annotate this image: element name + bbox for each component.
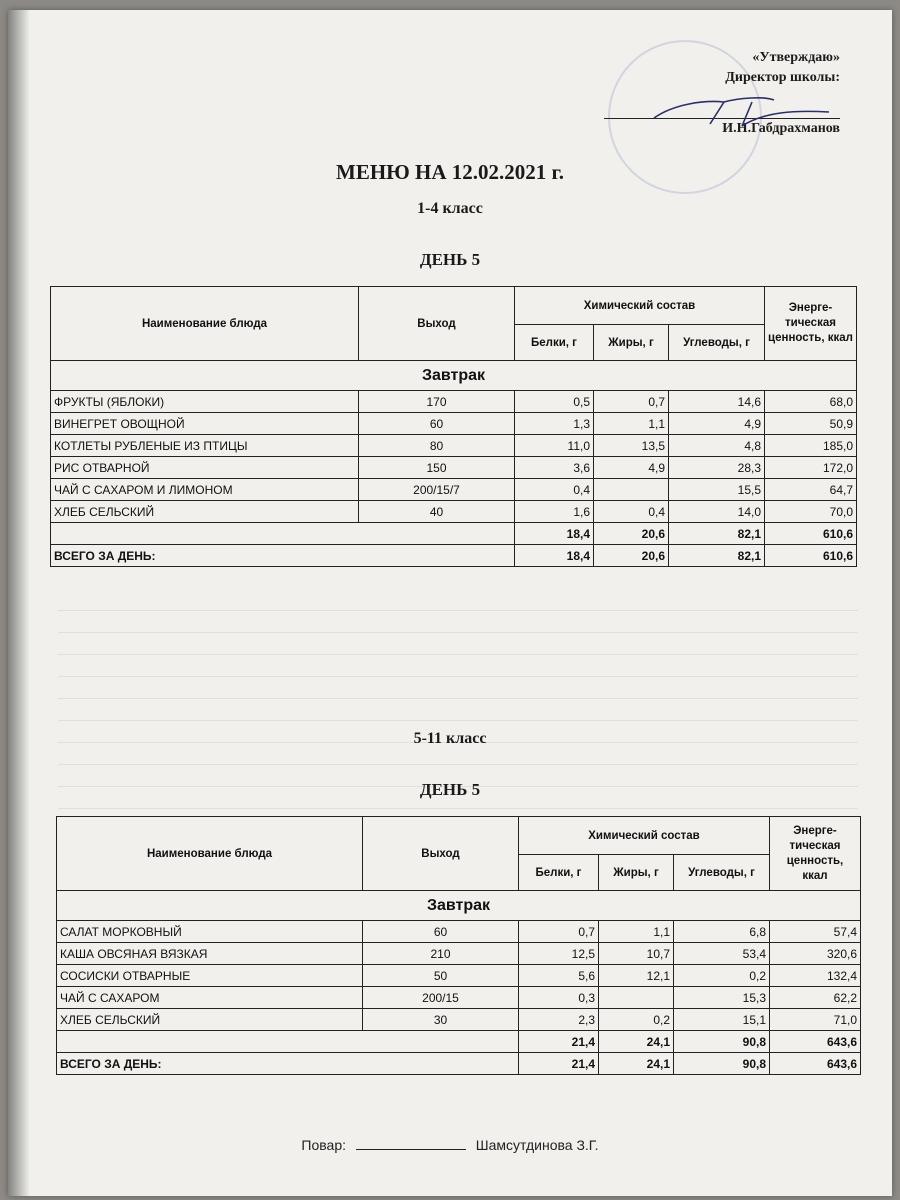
dish-energy: 185,0	[765, 435, 857, 457]
dish-carbs: 15,5	[669, 479, 765, 501]
col-protein-header: Белки, г	[519, 855, 599, 891]
meal-label: Завтрак	[57, 891, 861, 921]
day-total-protein: 21,4	[519, 1053, 599, 1075]
col-energy-header: Энерге-тическая ценность, ккал	[765, 287, 857, 361]
day-total-fat: 20,6	[594, 545, 669, 567]
col-chem-header: Химический состав	[519, 817, 770, 855]
dish-name: ХЛЕБ СЕЛЬСКИЙ	[57, 1009, 363, 1031]
menu-table-1	[50, 286, 857, 567]
dish-yield: 150	[359, 457, 515, 479]
dish-carbs: 14,0	[669, 501, 765, 523]
dish-energy: 50,9	[765, 413, 857, 435]
dish-protein: 0,7	[519, 921, 599, 943]
subtotal-energy: 643,6	[770, 1031, 861, 1053]
dish-row	[57, 965, 861, 987]
dish-row	[51, 479, 857, 501]
grade-heading-1: 1-4 класс	[417, 200, 483, 217]
dish-carbs: 4,8	[669, 435, 765, 457]
day-total-energy: 643,6	[770, 1053, 861, 1075]
day-total-fat: 24,1	[599, 1053, 674, 1075]
dish-protein: 0,3	[519, 987, 599, 1009]
meal-label: Завтрак	[51, 361, 857, 391]
dish-fat: 1,1	[594, 413, 669, 435]
day-total-carbs: 90,8	[674, 1053, 770, 1075]
dish-energy: 172,0	[765, 457, 857, 479]
dish-name: ЧАЙ С САХАРОМ	[57, 987, 363, 1009]
director-signature	[644, 90, 834, 130]
col-energy-header: Энерге-тическая ценность, ккал	[770, 817, 861, 891]
col-name-header: Наименование блюда	[57, 817, 363, 891]
dish-row	[51, 391, 857, 413]
dish-energy: 70,0	[765, 501, 857, 523]
col-yield-header: Выход	[359, 287, 515, 361]
approval-position: Директор школы:	[725, 70, 840, 85]
dish-carbs: 14,6	[669, 391, 765, 413]
signature-line	[604, 88, 840, 119]
day-total-carbs: 82,1	[669, 545, 765, 567]
dish-row	[51, 435, 857, 457]
dish-energy: 68,0	[765, 391, 857, 413]
dish-fat: 13,5	[594, 435, 669, 457]
dish-energy: 64,7	[765, 479, 857, 501]
dish-name: СОСИСКИ ОТВАРНЫЕ	[57, 965, 363, 987]
col-carbs-header: Углеводы, г	[669, 325, 765, 361]
menu-rows	[51, 391, 857, 523]
dish-protein: 5,6	[519, 965, 599, 987]
dish-carbs: 28,3	[669, 457, 765, 479]
dish-protein: 1,6	[515, 501, 594, 523]
menu-table-2	[56, 816, 861, 1075]
dish-carbs: 4,9	[669, 413, 765, 435]
dish-name: ЧАЙ С САХАРОМ И ЛИМОНОМ	[51, 479, 359, 501]
col-yield-header: Выход	[363, 817, 519, 891]
dish-yield: 170	[359, 391, 515, 413]
dish-row	[51, 457, 857, 479]
dish-row	[57, 987, 861, 1009]
dish-protein: 11,0	[515, 435, 594, 457]
dish-row	[57, 943, 861, 965]
dish-energy: 320,6	[770, 943, 861, 965]
dish-energy: 71,0	[770, 1009, 861, 1031]
subtotal-protein: 18,4	[515, 523, 594, 545]
dish-fat: 0,4	[594, 501, 669, 523]
dish-fat: 12,1	[599, 965, 674, 987]
subtotal-label	[51, 523, 515, 545]
grade-heading-2: 5-11 класс	[413, 730, 487, 747]
dish-name: РИС ОТВАРНОЙ	[51, 457, 359, 479]
subtotal-fat: 24,1	[599, 1031, 674, 1053]
cook-name: Шамсутдинова З.Г.	[475, 1137, 599, 1153]
dish-energy: 57,4	[770, 921, 861, 943]
dish-fat: 1,1	[599, 921, 674, 943]
dish-fat	[599, 987, 674, 1009]
dish-yield: 80	[359, 435, 515, 457]
dish-yield: 210	[363, 943, 519, 965]
dish-row	[57, 921, 861, 943]
dish-name: ХЛЕБ СЕЛЬСКИЙ	[51, 501, 359, 523]
dish-row	[51, 501, 857, 523]
dish-yield: 40	[359, 501, 515, 523]
day-total-label: ВСЕГО ЗА ДЕНЬ:	[51, 545, 515, 567]
dish-fat: 4,9	[594, 457, 669, 479]
director-name: И.Н.Габдрахманов	[722, 121, 840, 136]
col-chem-header: Химический состав	[515, 287, 765, 325]
day-total-energy: 610,6	[765, 545, 857, 567]
cook-label: Повар:	[301, 1137, 347, 1153]
dish-yield: 200/15	[363, 987, 519, 1009]
dish-carbs: 15,3	[674, 987, 770, 1009]
day-total-label: ВСЕГО ЗА ДЕНЬ:	[57, 1053, 519, 1075]
page-title: МЕНЮ НА 12.02.2021 г.	[336, 160, 564, 184]
subtotal-fat: 20,6	[594, 523, 669, 545]
day-total-protein: 18,4	[515, 545, 594, 567]
dish-yield: 60	[359, 413, 515, 435]
dish-name: ВИНЕГРЕТ ОВОЩНОЙ	[51, 413, 359, 435]
col-fat-header: Жиры, г	[599, 855, 674, 891]
dish-carbs: 15,1	[674, 1009, 770, 1031]
menu-sheet	[8, 10, 892, 1196]
subtotal-carbs: 90,8	[674, 1031, 770, 1053]
dish-yield: 200/15/7	[359, 479, 515, 501]
dish-protein: 12,5	[519, 943, 599, 965]
dish-row	[57, 1009, 861, 1031]
dish-energy: 62,2	[770, 987, 861, 1009]
dish-name: ФРУКТЫ (ЯБЛОКИ)	[51, 391, 359, 413]
dish-protein: 2,3	[519, 1009, 599, 1031]
approval-heading: «Утверждаю»	[752, 50, 840, 65]
dish-protein: 0,5	[515, 391, 594, 413]
scan-edge-shadow	[8, 10, 30, 1196]
col-fat-header: Жиры, г	[594, 325, 669, 361]
dish-fat: 0,2	[599, 1009, 674, 1031]
dish-yield: 50	[363, 965, 519, 987]
dish-protein: 0,4	[515, 479, 594, 501]
dish-fat: 0,7	[594, 391, 669, 413]
dish-name: КАША ОВСЯНАЯ ВЯЗКАЯ	[57, 943, 363, 965]
dish-yield: 60	[363, 921, 519, 943]
col-protein-header: Белки, г	[515, 325, 594, 361]
dish-fat: 10,7	[599, 943, 674, 965]
menu-rows	[57, 921, 861, 1031]
subtotal-label	[57, 1031, 519, 1053]
day-heading-2: ДЕНЬ 5	[419, 780, 481, 799]
dish-name: КОТЛЕТЫ РУБЛЕНЫЕ ИЗ ПТИЦЫ	[51, 435, 359, 457]
col-name-header: Наименование блюда	[51, 287, 359, 361]
dish-carbs: 6,8	[674, 921, 770, 943]
col-carbs-header: Углеводы, г	[674, 855, 770, 891]
dish-carbs: 53,4	[674, 943, 770, 965]
dish-fat	[594, 479, 669, 501]
subtotal-energy: 610,6	[765, 523, 857, 545]
dish-protein: 1,3	[515, 413, 594, 435]
signature-blank	[356, 1149, 466, 1150]
dish-yield: 30	[363, 1009, 519, 1031]
day-heading-1: ДЕНЬ 5	[419, 250, 481, 269]
dish-row	[51, 413, 857, 435]
dish-carbs: 0,2	[674, 965, 770, 987]
dish-name: САЛАТ МОРКОВНЫЙ	[57, 921, 363, 943]
dish-energy: 132,4	[770, 965, 861, 987]
subtotal-protein: 21,4	[519, 1031, 599, 1053]
subtotal-carbs: 82,1	[669, 523, 765, 545]
approval-block	[600, 48, 840, 139]
cook-signature-line	[8, 1137, 892, 1153]
dish-protein: 3,6	[515, 457, 594, 479]
